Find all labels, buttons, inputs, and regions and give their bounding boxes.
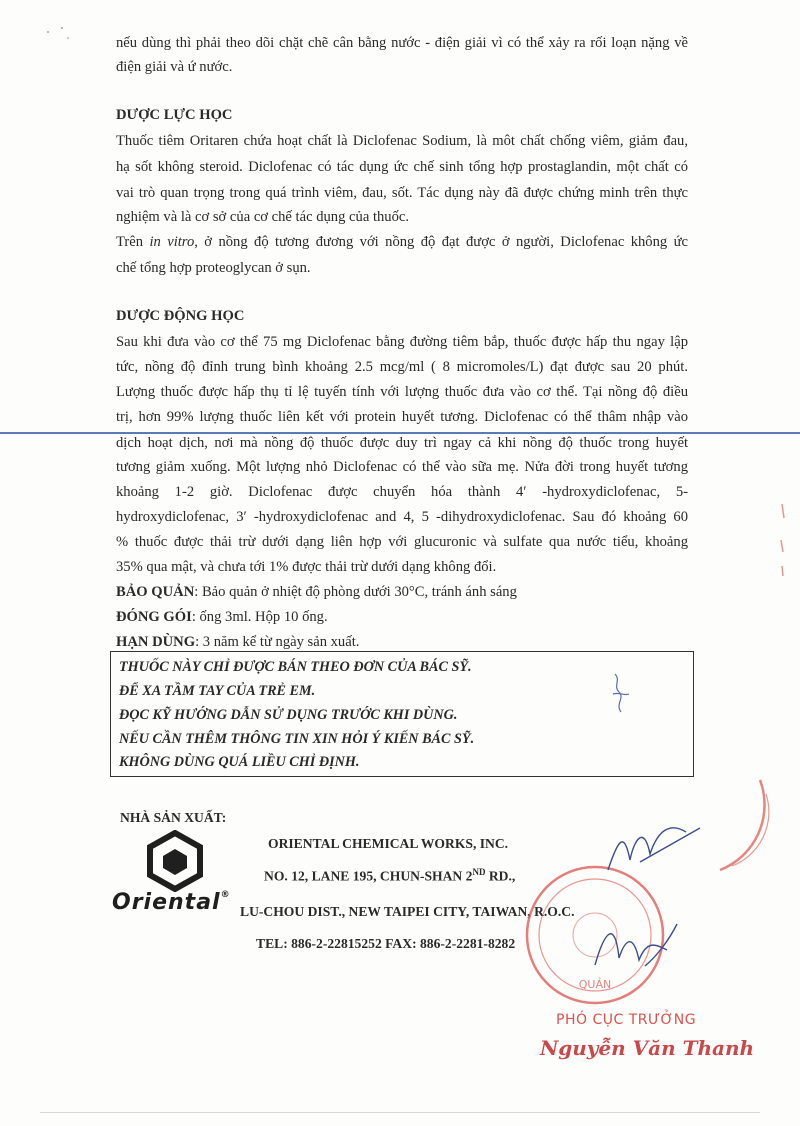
stamp-fragment-icon [700,770,790,880]
intro-line-2: điện giải và ứ nước. [116,59,233,75]
address-1-post: RD., [485,868,516,884]
pk-line: Sau khi đưa vào cơ thể 75 mg Diclofenac bằng đường tiêm bắp, thuốc được hấp thu ngay lập [116,334,688,350]
manufacturer-address-2: LU-CHOU DIST., NEW TAIPEI CITY, TAIWAN, R.O.C. [240,904,575,919]
pd-line: hạ sốt không steroid. Diclofenac có tác dụng ức chế sinh tổng hợp prostaglandin, một chất có [116,159,688,175]
invitro-suffix: , ở nồng độ tương đương với nồng độ đạt được ở người, Diclofenac không ức [194,234,688,250]
warning-box [110,651,694,777]
logo-mark: ® [220,890,231,900]
manufacturer-name: ORIENTAL CHEMICAL WORKS, INC. [268,836,509,851]
invitro-prefix: Trên [116,234,150,250]
pharmacokinetics-heading: DƯỢC ĐỘNG HỌC [116,308,245,324]
manufacturer-label: NHÀ SẢN XUẤT: [120,810,227,825]
warning-line: THUỐC NÀY CHỈ ĐƯỢC BÁN THEO ĐƠN CỦA BÁC SỸ. [119,659,472,675]
signature-2-icon [585,910,685,980]
warning-line: KHÔNG DÙNG QUÁ LIỀU CHỈ ĐỊNH. [119,754,360,770]
pk-line: % thuốc được thải trừ dưới dạng liên hợp với glucuronic và sulfate qua nước tiểu, khoảng [116,534,688,550]
pd-line: Thuốc tiêm Oritaren chứa hoạt chất là Diclofenac Sodium, là môt chất chống viêm, giảm đau, [116,133,688,149]
shelf-life-label: HẠN DÙNG [116,634,196,650]
pk-line: trị, hơn 99% lượng thuốc liên kết với protein huyết tương. Diclofenac có thể thâm nhập vào [116,409,688,425]
pk-line: tức, nồng độ đỉnh trung bình khoảng 2.5 mcg/ml ( 8 micromoles/L) đạt được sau 20 phút. [116,359,688,375]
manufacturer-address-1 [264,867,515,885]
scan-dots-icon [44,24,74,44]
pk-line: tương giảm xuống. Một lượng nhỏ Diclofenac có thể vào sữa mẹ. Nửa đời trong huyết tương [116,459,688,475]
warning-line: NẾU CẦN THÊM THÔNG TIN XIN HỎI Ý KIẾN BÁC SỸ. [119,731,475,747]
storage-text: : Bảo quản ở nhiệt độ phòng dưới 30°C, tránh ánh sáng [194,584,517,600]
pd-last-line: chế tổng hợp proteoglycan ở sụn. [116,260,311,276]
pd-line: vai trò quan trọng trong quá trình viêm, đau, sốt. Tác dụng này đã được chứng minh trên thực [116,185,688,201]
edge-marks-icon [776,500,790,580]
pk-line: 35% qua mật, và chưa tới 1% được thải trừ dưới dạng không đổi. [116,559,497,575]
storage-line [116,580,688,604]
pk-line: dịch hoạt dịch, nơi mà nồng độ thuốc được duy trì ngay cả khi nồng độ thuốc trong huyết [116,435,688,451]
scan-line [0,432,800,434]
packaging-label: ĐÓNG GÓI [116,609,192,625]
storage-label: BẢO QUẢN [116,584,195,600]
pd-line: nghiệm và là cơ sở của cơ chế tác dụng của thuốc. [116,209,410,225]
manufacturer-phone: TEL: 886-2-22815252 FAX: 886-2-2281-8282 [256,936,516,951]
stamp-signer: Nguyễn Văn Thanh [540,1036,755,1060]
packaging-line [116,605,688,629]
pd-invitro-line [116,230,688,254]
pharmacodynamics-heading: DƯỢC LỰC HỌC [116,107,233,123]
stamp-ring-text: QUẢN [578,978,612,991]
pk-line: khoảng 1-2 giờ. Diclofenac được chuyển hóa thành 4′ -hydroxydiclofenac, 5- [116,484,688,500]
oriental-logo-icon [144,830,206,892]
invitro-italic: in vitro [149,234,195,250]
stamp-title: PHÓ CỤC TRƯỞNG [556,1012,697,1028]
page-edge-line [40,1112,760,1113]
packaging-text: : ống 3ml. Hộp 10 ống. [191,609,328,625]
address-1-sup: ND [472,867,486,877]
pk-line: hydroxydiclofenac, 3′ -hydroxydiclofenac and 4, 5 -dihydroxydiclofenac. Sau đó khoảng 60 [116,509,688,525]
warning-line: ĐỌC KỸ HƯỚNG DẪN SỬ DỤNG TRƯỚC KHI DÙNG. [119,707,458,723]
pk-line: Lượng thuốc được hấp thụ tỉ lệ tuyến tính với lượng thuốc đưa vào cơ thể. Tại nồng độ điều [116,384,688,400]
shelf-life-text: : 3 năm kể từ ngày sản xuất. [195,634,360,650]
intro-line-1: nếu dùng thì phải theo dõi chặt chẽ cân bằng nước - điện giải vì có thể xảy ra rối loạn nặng về [116,35,688,51]
warning-line: ĐỂ XA TẦM TAY CỦA TRẺ EM. [119,683,316,699]
oriental-logo-text [112,890,231,915]
signature-icon [600,810,710,880]
address-1-pre: NO. 12, LANE 195, CHUN-SHAN 2 [264,868,473,884]
logo-text: Oriental [112,890,221,915]
initials-scribble [605,666,635,726]
